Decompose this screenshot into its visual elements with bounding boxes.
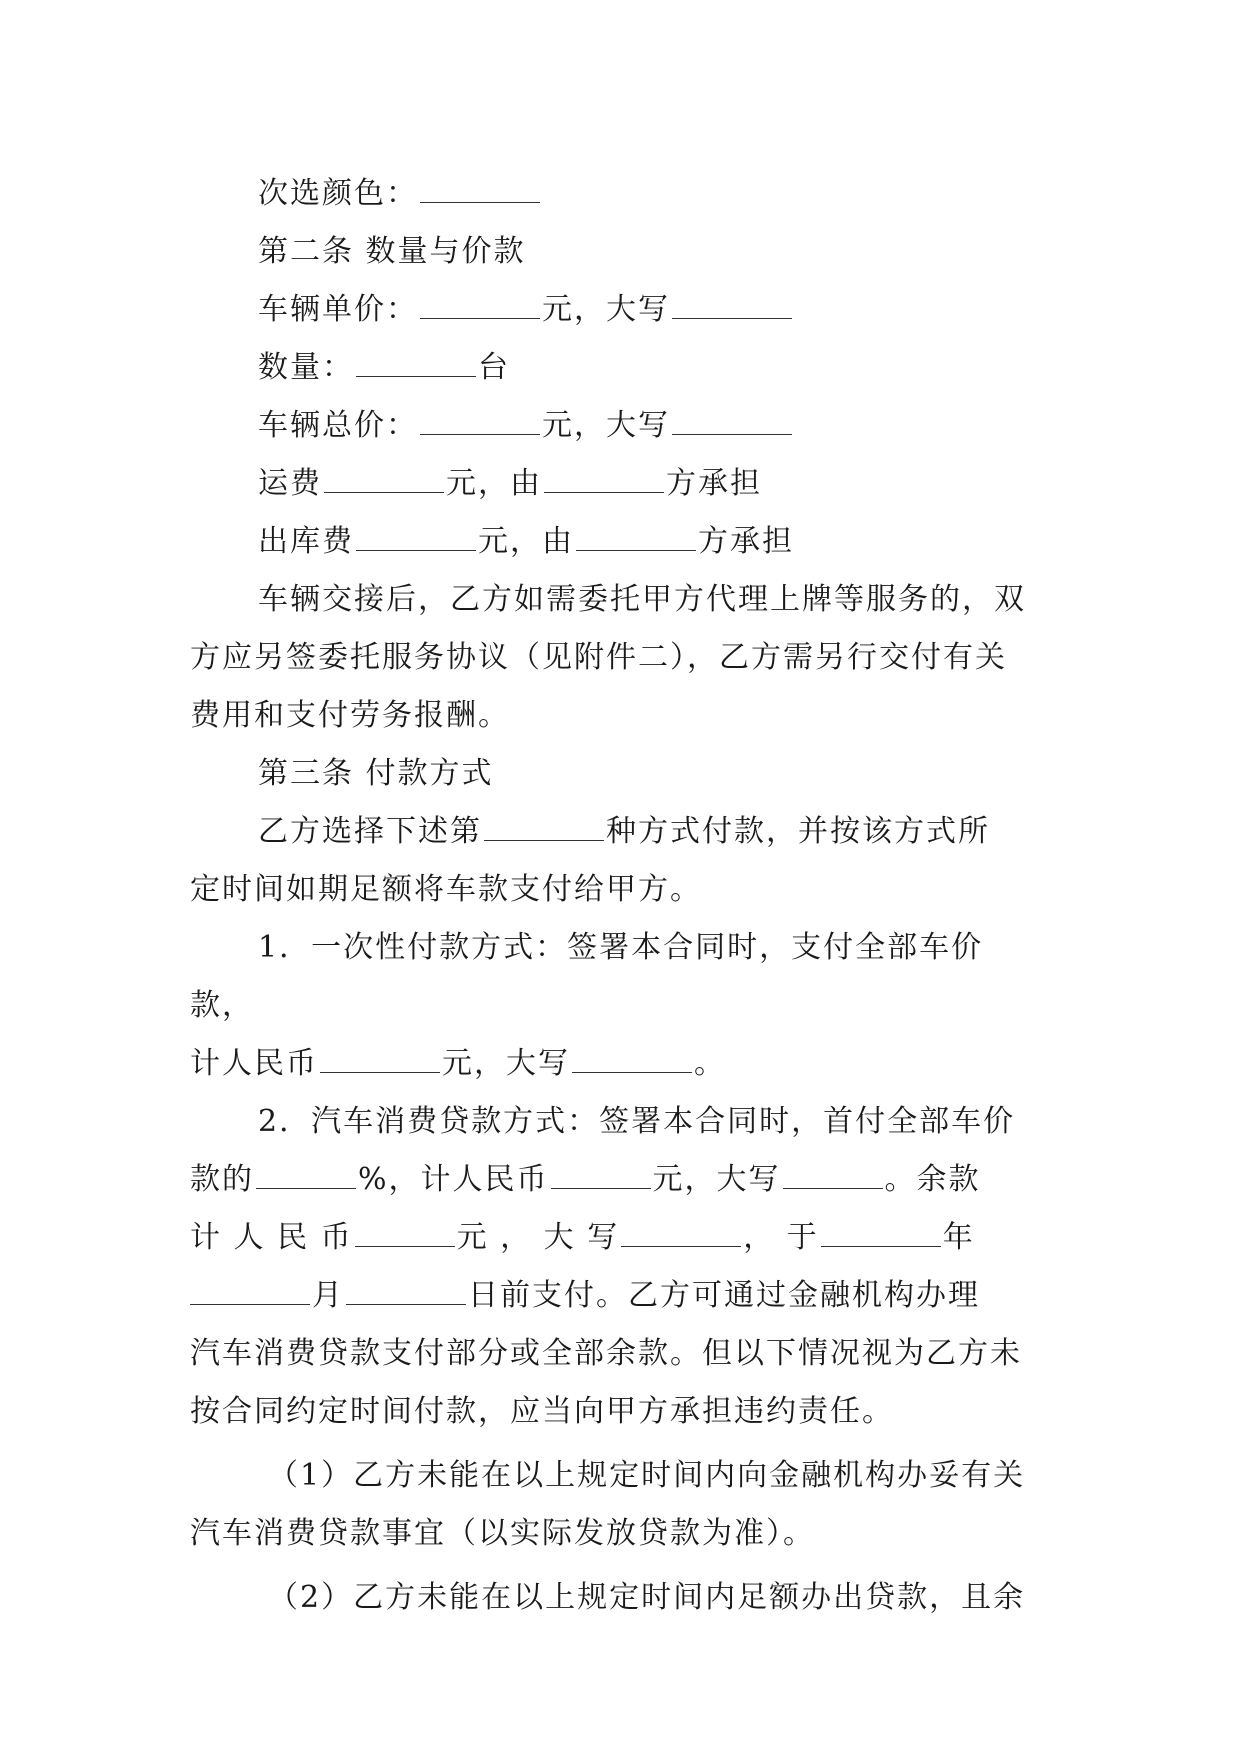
loan-year-label: 年: [942, 1220, 975, 1255]
loan-balance-label: 。余款: [884, 1162, 981, 1197]
freight-line: [190, 455, 1042, 513]
secondary-color-blank[interactable]: [420, 172, 540, 203]
article-3-title: 第三条 付款方式: [258, 756, 494, 791]
unit-price-unit: 元，大写: [542, 292, 670, 327]
payment-choice-suffix: 种方式付款，并按该方式所: [606, 814, 990, 849]
loan-line-2: [190, 1151, 1042, 1209]
loan-balance-words-blank[interactable]: [621, 1216, 741, 1247]
contract-body: [190, 165, 1042, 1627]
secondary-color-label: 次选颜色：: [258, 176, 418, 211]
quantity-blank[interactable]: [356, 346, 476, 377]
warehouse-fee-end: 方承担: [698, 524, 794, 559]
freight-amount-blank[interactable]: [324, 462, 444, 493]
handover-paragraph-line-3: 费用和支付劳务报酬。: [190, 698, 510, 733]
loan-balance-rmb-label: 计 人 民 币: [190, 1220, 353, 1255]
loan-due-year-blank[interactable]: [821, 1216, 941, 1247]
lump-sum-amount-blank[interactable]: [320, 1042, 440, 1073]
loan-day-text: 日前支付。乙方可通过金融机构办理: [468, 1278, 980, 1313]
payment-choice-line-1: [190, 803, 1042, 861]
unit-price-words-blank[interactable]: [672, 288, 792, 319]
total-price-unit: 元，大写: [542, 408, 670, 443]
warehouse-fee-amount-blank[interactable]: [356, 520, 476, 551]
loan-due-label: ， 于: [743, 1220, 819, 1255]
lump-sum-words-label: 元，大写: [442, 1046, 570, 1081]
clause-1-line-2: 汽车消费贷款事宜（以实际发放贷款为准）。: [190, 1516, 815, 1551]
payment-choice-blank[interactable]: [484, 810, 604, 841]
warehouse-fee-line: [190, 513, 1042, 571]
freight-end: 方承担: [666, 466, 762, 501]
unit-price-line: [190, 281, 1042, 339]
loan-line-6: 按合同约定时间付款，应当向甲方承担违约责任。: [190, 1394, 894, 1429]
loan-percent-blank[interactable]: [256, 1158, 356, 1189]
loan-month-label: 月: [312, 1278, 344, 1313]
loan-line-3: [190, 1209, 1042, 1267]
loan-line-5: 汽车消费贷款支付部分或全部余款。但以下情况视为乙方未: [190, 1336, 1022, 1371]
handover-paragraph-line-2: 方应另签委托服务协议（见附件二），乙方需另行交付有关: [190, 640, 1007, 675]
loan-down-amount-blank[interactable]: [551, 1158, 651, 1189]
loan-due-day-blank[interactable]: [346, 1274, 466, 1305]
article-2-title: 第二条 数量与价款: [258, 234, 526, 269]
freight-mid: 元，由: [446, 466, 542, 501]
loan-balance-words-label: 元 ， 大 写: [456, 1220, 620, 1255]
handover-paragraph-line-1: 车辆交接后，乙方如需委托甲方代理上牌等服务的，双: [258, 582, 1026, 617]
lump-sum-words-blank[interactable]: [572, 1042, 692, 1073]
loan-line-4: [190, 1267, 1042, 1325]
payment-choice-prefix: 乙方选择下述第: [258, 814, 482, 849]
quantity-label: 数量：: [258, 350, 354, 385]
payment-choice-line-2: 定时间如期足额将车款支付给甲方。: [190, 872, 702, 907]
loan-due-month-blank[interactable]: [190, 1274, 310, 1305]
total-price-words-blank[interactable]: [672, 404, 792, 435]
loan-down-payment-label: 款的: [190, 1162, 254, 1197]
warehouse-fee-party-blank[interactable]: [576, 520, 696, 551]
secondary-color-line: [190, 165, 1042, 223]
clause-2-line-1: （2）乙方未能在以上规定时间内足额办出贷款，且余: [268, 1580, 1026, 1615]
freight-party-blank[interactable]: [544, 462, 664, 493]
loan-line-1: 2．汽车消费贷款方式：签署本合同时，首付全部车价: [258, 1104, 1016, 1139]
warehouse-fee-mid: 元，由: [478, 524, 574, 559]
lump-sum-end: 。: [694, 1046, 726, 1081]
lump-sum-line-1: 1．一次性付款方式：签署本合同时，支付全部车价款，: [190, 930, 984, 1023]
unit-price-label: 车辆单价：: [258, 292, 418, 327]
freight-label: 运费: [258, 466, 322, 501]
quantity-line: [190, 339, 1042, 397]
total-price-line: [190, 397, 1042, 455]
quantity-unit: 台: [478, 350, 510, 385]
lump-sum-rmb-label: 计人民币: [190, 1046, 318, 1081]
total-price-label: 车辆总价：: [258, 408, 418, 443]
warehouse-fee-label: 出库费: [258, 524, 354, 559]
total-price-blank[interactable]: [420, 404, 540, 435]
loan-down-words-blank[interactable]: [783, 1158, 883, 1189]
lump-sum-line-2: [190, 1035, 1042, 1093]
loan-words-label: 元，大写: [652, 1162, 781, 1197]
unit-price-blank[interactable]: [420, 288, 540, 319]
loan-balance-amount-blank[interactable]: [355, 1216, 455, 1247]
clause-1-line-1: （1）乙方未能在以上规定时间内向金融机构办妥有关: [268, 1458, 1026, 1493]
loan-rmb-label: %，计人民币: [358, 1162, 549, 1197]
